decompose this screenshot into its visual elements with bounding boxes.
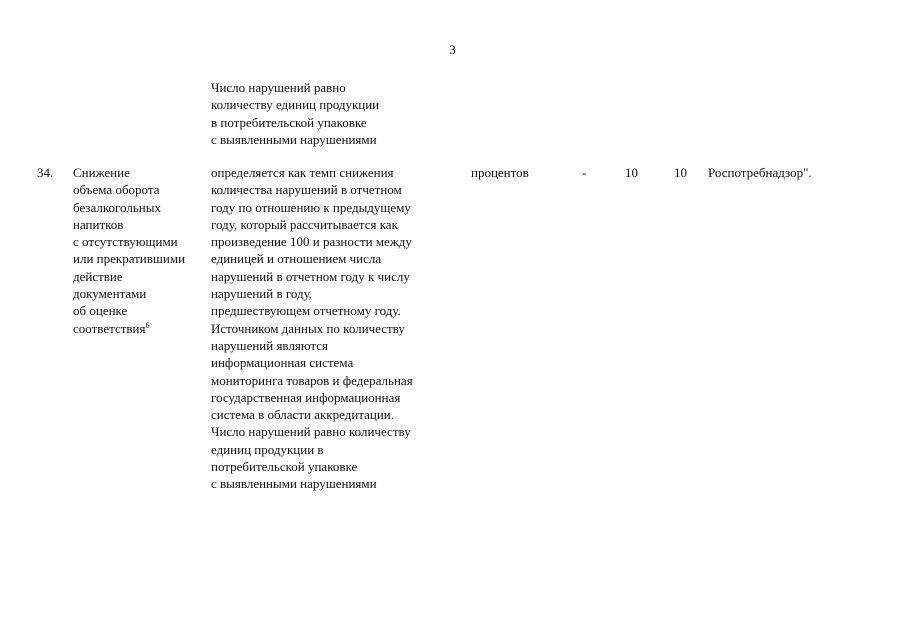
text-line: количеству единиц продукции	[211, 97, 380, 113]
text-line: Источником данных по количеству	[211, 320, 405, 336]
indicator-description	[211, 164, 413, 493]
text-line: безалкогольных	[73, 199, 161, 215]
text-line: объема оборота	[73, 182, 160, 198]
responsible-agency: Роспотребнадзор".	[708, 165, 812, 180]
text-line: Снижение	[73, 165, 130, 180]
text-line: нарушений в году,	[211, 286, 313, 302]
page-number: 3	[449, 42, 456, 57]
target-value-2: 10	[674, 165, 687, 180]
text-line: году по отношению к предыдущему	[211, 199, 411, 215]
text-line: нарушений в отчетном году к числу	[211, 268, 410, 284]
text-line: определяется как темп снижения	[211, 165, 394, 180]
text-line: произведение 100 и разности между	[211, 234, 412, 250]
text-line: предшествующем отчетному году.	[211, 303, 401, 319]
text-line: в потребительской упаковке	[211, 114, 367, 130]
base-value: -	[582, 165, 587, 180]
text-line: количества нарушений в отчетном	[211, 182, 402, 198]
text-line: потребительской упаковке	[211, 459, 358, 475]
text-line: единиц продукции в	[211, 441, 324, 457]
text-line: Число нарушений равно	[211, 80, 346, 95]
text-line: действие	[73, 268, 123, 284]
text-line: нарушений являются	[211, 337, 328, 353]
text-line: документами	[73, 286, 147, 302]
text-line: мониторинга товаров и федеральная	[211, 372, 413, 388]
unit-of-measure: процентов	[471, 165, 529, 180]
text-line-with-footnote	[73, 320, 185, 337]
text-line: об оценке	[73, 303, 128, 319]
target-value-1: 10	[625, 165, 638, 180]
text-line: соответствия	[73, 320, 146, 336]
footnote-mark: 6	[145, 320, 150, 330]
text-line: государственная информационная	[211, 389, 401, 405]
text-line: единицей и отношением числа	[211, 251, 382, 267]
indicator-name	[73, 164, 185, 337]
text-line: напитков	[73, 216, 124, 232]
text-line: году, который рассчитывается как	[211, 216, 398, 232]
text-line: с выявленными нарушениями	[211, 476, 377, 492]
text-line: информационная система	[211, 355, 354, 371]
text-line: система в области аккредитации.	[211, 407, 395, 423]
text-line: с отсутствующими	[73, 234, 178, 250]
row-number: 34.	[37, 165, 54, 180]
text-line: Число нарушений равно количеству	[211, 424, 411, 440]
text-line: с выявленными нарушениями	[211, 131, 377, 147]
continuation-text	[211, 79, 379, 148]
text-line: или прекратившими	[73, 251, 186, 267]
